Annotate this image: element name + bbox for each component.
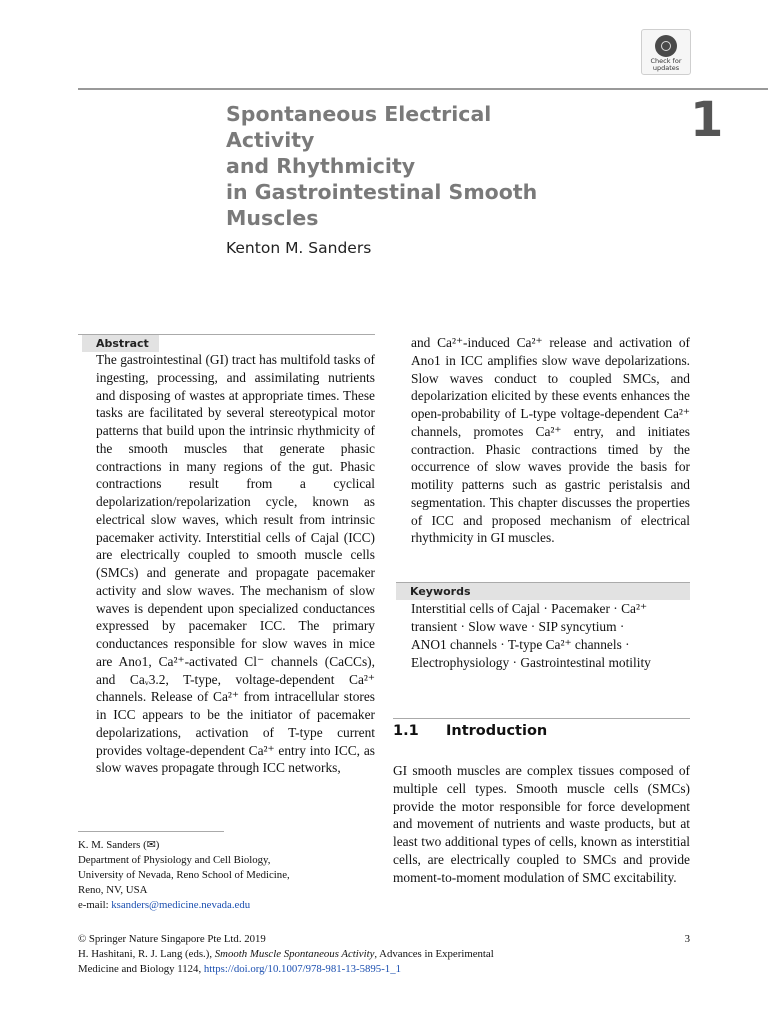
affiliation-location: Reno, NV, USA xyxy=(78,884,148,896)
keywords-label: Keywords xyxy=(396,583,690,600)
abstract-text-left: The gastrointestinal (GI) tract has multifold tasks of ingesting, processing, and assimilating nutrients and disposing of wastes at appropriate times. These tasks are facilitated by several stereotypical motor patterns that build upon the intrinsic rhythmicity of the smooth muscles that generate phasic contractions in many regions of the gut. Phasic contractions result from a cyclical depolarization/repolarization cycle, known as electrical slow waves, which result from intrinsic pacemaker activity. Interstitial cells of Cajal (ICC) are electrically coupled to smooth muscle cells (SMCs) and generate and propagate pacemaker activity and slow waves. The mechanism of slow waves is dependent upon specialized conductances expressed by pacemaker ICC. The primary conductances responsible for slow waves in mice are Ano1, Ca²⁺-activated Cl⁻ channels (CaCCs), and Caᵥ3.2, T-type, voltage-dependent Ca²⁺ channels. Release of Ca²⁺ from intracellular stores in ICC appears to be the initiator of pacemaker depolarizations, activation of T-type current provides voltage-dependent Ca²⁺ entry into ICC, as slow waves propagate through ICC networks, xyxy=(96,352,375,776)
affiliation xyxy=(78,838,388,913)
email-link[interactable]: ksanders@medicine.nevada.edu xyxy=(111,899,251,911)
keywords-line: Electrophysiology · Gastrointestinal motility xyxy=(411,655,651,670)
title-line: and Rhythmicity xyxy=(226,154,416,178)
footnote-rule xyxy=(78,831,224,832)
crossmark-icon xyxy=(655,35,677,57)
chapter-number: 1 xyxy=(690,92,723,148)
page-footer xyxy=(78,932,690,977)
intro-paragraph: GI smooth muscles are complex tissues composed of multiple cell types. Smooth muscle cells (SMCs) provide the motor responsible for force development and movement of nutrients and waste products, but at least two additional types of cells, known as interstitial cells, are electrically coupled to SMCs and provide moment-to-moment modulation of SMC excitability. xyxy=(393,763,690,885)
section-rule xyxy=(393,718,690,719)
footer-line3 xyxy=(78,962,690,977)
affiliation-author: K. M. Sanders (✉) xyxy=(78,839,160,851)
series-name: , Advances in Experimental xyxy=(374,948,494,960)
badge-text-line2: updates xyxy=(652,64,680,72)
section-number: 1.1 xyxy=(393,723,419,739)
page-number: 3 xyxy=(684,933,690,945)
citation-editors: H. Hashitani, R. J. Lang (eds.), xyxy=(78,948,215,960)
affiliation-email-line xyxy=(78,898,388,913)
doi-link[interactable]: https://doi.org/10.1007/978-981-13-5895-1_1 xyxy=(203,963,401,975)
copyright: © Springer Nature Singapore Pte Ltd. 2019 xyxy=(78,933,266,945)
abstract-label: Abstract xyxy=(82,335,159,352)
abstract-text-right: and Ca²⁺-induced Ca²⁺ release and activation of Ano1 in ICC amplifies slow wave depolarizations. Slow waves conduct to coupled SMCs, and depolarization elicited by these events enhances the open-probability of L-type voltage-dependent Ca²⁺ channels, promotes Ca²⁺ entry, and initiates contraction. Phasic contractions timed by the occurrence of slow waves provide the basis for motility patterns such as gastric peristalsis and segmentation. This chapter discusses the properties of ICC and proposed mechanism of electrical rhythmicity in GI muscles. xyxy=(411,335,690,546)
keywords-list xyxy=(411,600,696,672)
keywords-line: ANO1 channels · T-type Ca²⁺ channels · xyxy=(411,637,630,652)
badge-text-line1: Check for xyxy=(650,57,682,65)
book-title: Smooth Muscle Spontaneous Activity xyxy=(214,948,375,960)
series-volume: Medicine and Biology 1124, xyxy=(78,963,204,975)
header-rule xyxy=(78,88,768,90)
keywords-line: Interstitial cells of Cajal · Pacemaker · Ca²⁺ xyxy=(411,601,648,616)
title-line: in Gastrointestinal Smooth xyxy=(226,180,538,204)
title-line: Spontaneous Electrical Activity xyxy=(226,102,492,152)
check-for-updates-badge[interactable] xyxy=(641,29,691,75)
chapter-title xyxy=(226,101,586,231)
affiliation-university: University of Nevada, Reno School of Medicine, xyxy=(78,869,290,881)
footer-line2 xyxy=(78,947,690,962)
author-name: Kenton M. Sanders xyxy=(226,239,372,257)
email-label: e-mail: xyxy=(78,899,112,911)
section-title: Introduction xyxy=(446,723,548,739)
keywords-line: transient · Slow wave · SIP syncytium · xyxy=(411,619,625,634)
affiliation-department: Department of Physiology and Cell Biology, xyxy=(78,854,271,866)
title-line: Muscles xyxy=(226,206,319,230)
footer-line1 xyxy=(78,932,690,947)
